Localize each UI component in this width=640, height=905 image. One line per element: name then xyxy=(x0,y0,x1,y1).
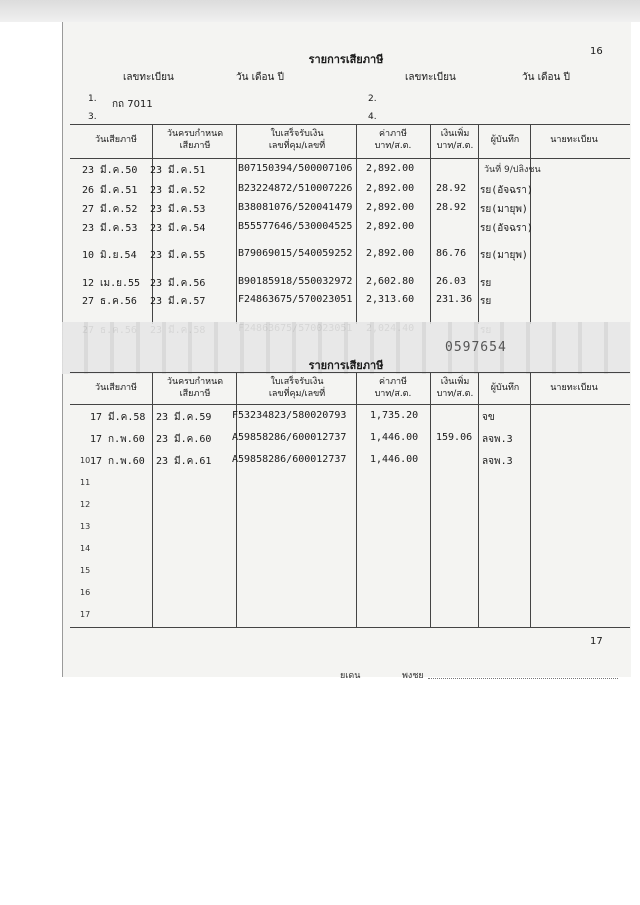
row2-due-date: 23 มี.ค.61 xyxy=(156,456,212,467)
table2-header-border xyxy=(70,404,630,405)
section1-title: รายการเสียภาษี xyxy=(308,53,384,66)
row2-line-number: 17 xyxy=(80,610,91,619)
row2-line-number: 14 xyxy=(80,544,91,553)
row1-receipt-no: B79069015/540059252 xyxy=(238,248,353,259)
col2-head-tax: ค่าภาษี บาท/ส.ต. xyxy=(374,377,412,399)
col-head-receipt: ใบเสร็จรับเงิน เลขที่คุม/เลขที่ xyxy=(268,129,326,151)
row1-paid-date: 27 มี.ค.52 xyxy=(82,204,138,215)
entry-4-num: 4. xyxy=(368,112,377,122)
col-head-officer: นายทะเบียน xyxy=(550,135,598,145)
table2-col-sep xyxy=(430,372,431,627)
entry-2-num: 2. xyxy=(368,94,377,104)
row1-extra-amount: 26.03 xyxy=(436,276,467,287)
row1-recorded-by: รย(มายุพ) xyxy=(480,250,528,261)
entry-1-value: กถ 7011 xyxy=(112,99,153,110)
row1-receipt-no: F24863675/570023051 xyxy=(238,294,353,305)
col-head-by: ผู้บันทึก xyxy=(490,135,520,145)
page-number-bottom: 17 xyxy=(590,636,603,647)
serial-number: 0597654 xyxy=(445,340,507,355)
row1-due-date: 23 มี.ค.52 xyxy=(150,185,206,196)
row1-receipt-no: B23224872/510007226 xyxy=(238,183,353,194)
row2-line-number: 13 xyxy=(80,522,91,531)
footer-dotted-line xyxy=(428,678,618,679)
row1-due-date: 23 มี.ค.54 xyxy=(150,223,206,234)
entry-1-num: 1. xyxy=(88,94,97,104)
row1-paid-date: 26 มี.ค.51 xyxy=(82,185,138,196)
table2-col-sep xyxy=(356,372,357,627)
signature-note: วันที่ 9/ปลิงชน xyxy=(484,165,541,175)
row1-recorded-by: รย(อัจฉรา) xyxy=(480,223,533,234)
row2-receipt-no: A59858286/600012737 xyxy=(232,432,347,443)
row1-receipt-no: B90185918/550032972 xyxy=(238,276,353,287)
row1-paid-date: 12 เม.ย.55 xyxy=(82,278,141,289)
date-label-left: วัน เดือน ปี xyxy=(236,72,284,83)
date-label-right: วัน เดือน ปี xyxy=(522,72,570,83)
row1-tax-amount: 2,313.60 xyxy=(366,294,415,305)
row2-line-number: 10 xyxy=(80,456,91,465)
row1-due-date: 23 มี.ค.56 xyxy=(150,278,206,289)
table1-col-sep xyxy=(478,124,479,324)
table1-col-sep xyxy=(236,124,237,324)
col2-head-receipt: ใบเสร็จรับเงิน เลขที่คุม/เลขที่ xyxy=(268,377,326,399)
row2-paid-date: 17 ก.พ.60 xyxy=(90,456,145,467)
row1-paid-date: 10 มิ.ย.54 xyxy=(82,250,137,261)
row1-extra-amount: 231.36 xyxy=(436,294,473,305)
row1-extra-amount: 28.92 xyxy=(436,183,467,194)
row1-recorded-by: รย(มายุพ) xyxy=(480,204,528,215)
table1-top-border xyxy=(70,124,630,125)
row1-tax-amount: 2,892.00 xyxy=(366,248,415,259)
row1-paid-date: 23 มี.ค.50 xyxy=(82,165,138,176)
row2-paid-date: 17 ก.พ.60 xyxy=(90,434,145,445)
row1-tax-amount: 2,892.00 xyxy=(366,202,415,213)
col2-head-extra: เงินเพิ่ม บาท/ส.ต. xyxy=(436,377,474,399)
col2-head-by: ผู้บันทึก xyxy=(490,383,520,393)
row1-recorded-by: รย xyxy=(480,278,492,289)
section2-title: รายการเสียภาษี xyxy=(308,359,384,372)
row1-due-date: 23 มี.ค.55 xyxy=(150,250,206,261)
row2-extra-amount: 159.06 xyxy=(436,432,473,443)
row1-due-date: 23 มี.ค.53 xyxy=(150,204,206,215)
table1-col-sep xyxy=(356,124,357,324)
row1-tax-amount: 2,602.80 xyxy=(366,276,415,287)
row2-receipt-no: A59858286/600012737 xyxy=(232,454,347,465)
row2-tax-amount: 1,735.20 xyxy=(370,410,419,421)
row2-receipt-no: F53234823/580020793 xyxy=(232,410,347,421)
row2-tax-amount: 1,446.00 xyxy=(370,454,419,465)
row1-receipt-no: B07150394/500007106 xyxy=(238,163,353,174)
row2-line-number: 11 xyxy=(80,478,91,487)
table2-top-border xyxy=(70,372,630,373)
row1-due-date: 23 มี.ค.51 xyxy=(150,165,206,176)
footer-left-text: ยเดน xyxy=(340,671,361,681)
row1-paid-date: 27 ธ.ค.56 xyxy=(82,296,137,307)
row1-tax-amount: 2,892.00 xyxy=(366,163,415,174)
scan-top-shade xyxy=(0,0,640,22)
row1-recorded-by: รย(อัจฉรา) xyxy=(480,185,533,196)
row1-receipt-no: B55577646/530004525 xyxy=(238,221,353,232)
row1-receipt-no: B38081076/520041479 xyxy=(238,202,353,213)
col-head-extra: เงินเพิ่ม บาท/ส.ต. xyxy=(436,129,474,151)
row2-tax-amount: 1,446.00 xyxy=(370,432,419,443)
table2-col-sep xyxy=(152,372,153,627)
row2-line-number: 16 xyxy=(80,588,91,597)
row2-due-date: 23 มี.ค.60 xyxy=(156,434,212,445)
row2-line-number: 15 xyxy=(80,566,91,575)
table1-header-border xyxy=(70,158,630,159)
row1-recorded-by: รย xyxy=(480,296,492,307)
col2-head-paid: วันเสียภาษี xyxy=(95,383,137,393)
row2-recorded-by: จข xyxy=(482,412,495,423)
footer-mid-text: พงชย xyxy=(402,671,424,681)
row1-paid-date: 23 มี.ค.53 xyxy=(82,223,138,234)
col-head-due: วันครบกำหนด เสียภาษี xyxy=(166,129,224,151)
row1-extra-amount: 28.92 xyxy=(436,202,467,213)
row1-due-date: 23 มี.ค.57 xyxy=(150,296,206,307)
row1-tax-amount: 2,892.00 xyxy=(366,221,415,232)
row1-tax-amount: 2,892.00 xyxy=(366,183,415,194)
table2-col-sep xyxy=(478,372,479,627)
col2-head-officer: นายทะเบียน xyxy=(550,383,598,393)
table2-bottom-border xyxy=(70,627,630,628)
table1-col-sep xyxy=(430,124,431,324)
row1-extra-amount: 86.76 xyxy=(436,248,467,259)
row2-paid-date: 17 มี.ค.58 xyxy=(90,412,146,423)
entry-3-num: 3. xyxy=(88,112,97,122)
col-head-paid: วันเสียภาษี xyxy=(95,135,137,145)
table2-col-sep xyxy=(530,372,531,627)
reg-label-left: เลขทะเบียน xyxy=(123,72,174,83)
reg-label-right: เลขทะเบียน xyxy=(405,72,456,83)
row2-recorded-by: ลจพ.3 xyxy=(482,434,513,445)
row2-line-number: 12 xyxy=(80,500,91,509)
col2-head-due: วันครบกำหนด เสียภาษี xyxy=(166,377,224,399)
row2-recorded-by: ลจพ.3 xyxy=(482,456,513,467)
row2-due-date: 23 มี.ค.59 xyxy=(156,412,212,423)
col-head-tax: ค่าภาษี บาท/ส.ต. xyxy=(374,129,412,151)
page-number-top: 16 xyxy=(590,46,603,57)
